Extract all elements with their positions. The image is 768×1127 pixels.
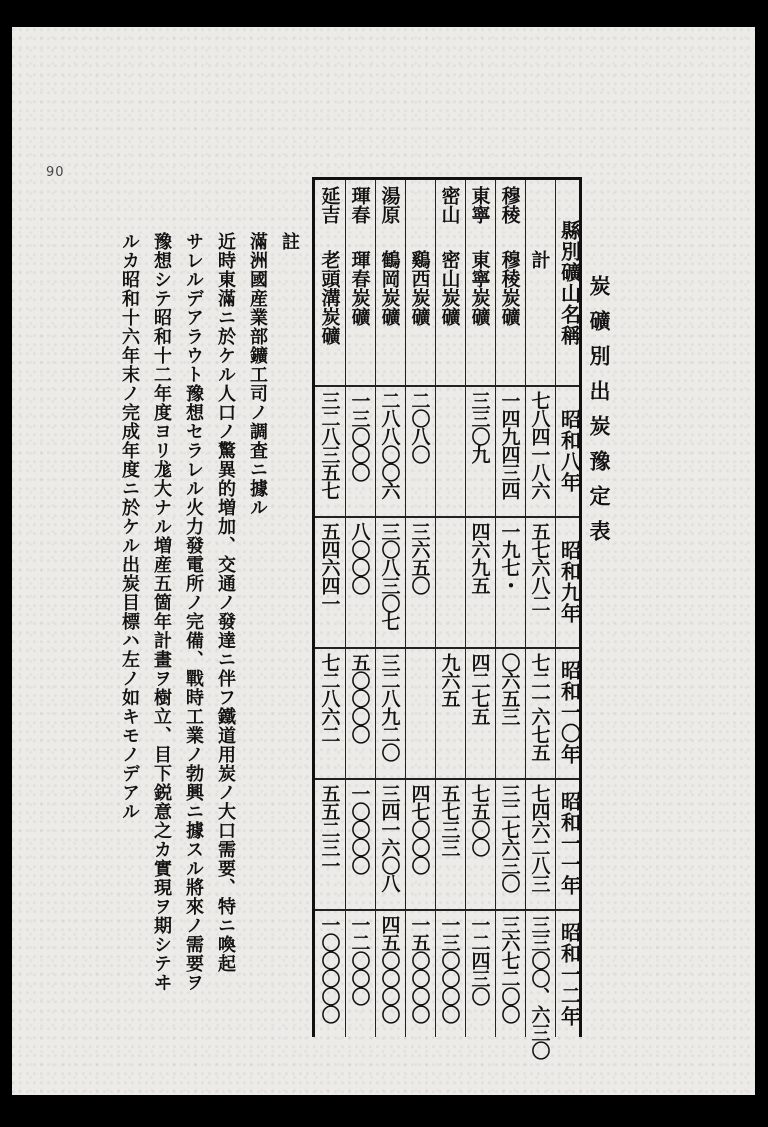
notes-line: ルカ昭和十六年末ノ完成年度ニ於ケル出炭目標ハ左ノ如キモノデアル [119, 232, 140, 821]
table-value: 七四六二八三 [528, 784, 551, 892]
table-rule [315, 516, 579, 518]
table-value: 七五〇〇 [468, 784, 491, 856]
table-value: 一〇〇〇〇〇 [318, 915, 341, 1023]
row-mine-name: 東寧炭礦 [468, 250, 491, 326]
table-value [437, 391, 463, 510]
table-value: 五五二三一 [318, 784, 341, 874]
row-mine-name: 老頭溝炭礦 [318, 250, 341, 345]
header-year: 昭和一〇年 [557, 660, 582, 765]
table-value: 四七〇〇〇 [408, 784, 431, 874]
header-year: 昭和八年 [557, 408, 582, 493]
page-number: 90 [46, 165, 65, 180]
table-value: 四六九五 [468, 522, 491, 594]
table-value: 四二七五 [468, 653, 491, 725]
row-region [407, 186, 433, 246]
table-rule [315, 909, 579, 911]
production-table [312, 177, 582, 1059]
row-region: 穆稜 [498, 186, 521, 224]
table-value: 五七三三 [438, 784, 461, 856]
table-rule [315, 778, 579, 780]
row-mine-name: 計 [528, 250, 551, 269]
table-value: 一五〇〇〇〇 [408, 915, 431, 1023]
row-region: 琿春 [348, 186, 371, 224]
table-value: 三四一六〇八 [378, 784, 401, 892]
table-value: 三〇八三〇七 [378, 522, 401, 630]
table-value: 五〇〇〇〇 [348, 653, 371, 743]
document-page [12, 27, 755, 1095]
row-region: 湯原 [378, 186, 401, 224]
table-value [407, 653, 433, 772]
table-value: 三六五〇 [408, 522, 431, 594]
table-rule [315, 647, 579, 649]
table-value: 一二〇〇〇 [348, 915, 371, 1005]
table-value: 一三〇〇〇 [348, 391, 371, 481]
table-value: 三二八九二〇 [378, 653, 401, 761]
notes-line: 近時東滿ニ於ケル人口ノ驚異的増加、交通ノ發達ニ伴フ鐵道用炭ノ大口需要、特ニ喚起 [215, 232, 236, 973]
table-value: 三二八三五七 [318, 391, 341, 499]
table-value: 一四九四三四 [498, 391, 521, 499]
table-value: 三三〇〇、六三〇 [528, 915, 551, 1059]
table-value: 三六七二〇〇 [498, 915, 521, 1023]
table-value [437, 522, 463, 641]
table-value: 一〇〇〇〇 [348, 784, 371, 874]
notes-line: サレルデアラウト豫想セラレル火力發電所ノ完備、戰時工業ノ勃興ニ據スル將來ノ需要ヲ [183, 232, 204, 992]
table-value: 三二七六三〇 [498, 784, 521, 892]
table-value: 七二一六七五 [528, 653, 551, 761]
table-value: 〇六五三 [498, 653, 521, 725]
table-value: 四五〇〇〇〇 [378, 915, 401, 1023]
header-year: 昭和一二年 [557, 922, 582, 1027]
notes-label: 註 [279, 232, 300, 251]
row-mine-name: 穆稜炭礦 [498, 250, 521, 326]
row-region: 東寧 [468, 186, 491, 224]
row-mine-name: 鷄西炭礦 [408, 250, 431, 326]
table-rule [315, 385, 579, 387]
header-year: 昭和一一年 [557, 791, 582, 896]
table-value: 一二四三〇 [468, 915, 491, 1005]
table-title: 炭礦別出炭豫定表 [587, 275, 612, 555]
row-region: 延吉 [318, 186, 341, 224]
table-value: 五四六四一 [318, 522, 341, 612]
table-value: 八〇〇〇 [348, 522, 371, 594]
header-mine-name: 縣別礦山名稱 [557, 219, 582, 346]
notes-line: 豫想シテ昭和十二年度ヨリ尨大ナル増産五箇年計畫ヲ樹立、目下鋭意之カ實現ヲ期シテヰ [151, 232, 172, 992]
notes-section [119, 232, 302, 1062]
table-value: 一三〇〇〇〇 [438, 915, 461, 1023]
table-value: 九六五 [438, 653, 461, 707]
row-region: 密山 [438, 186, 461, 224]
row-mine-name: 琿春炭礦 [348, 250, 371, 326]
header-year: 昭和九年 [557, 539, 582, 624]
table-value: 三三〇九 [468, 391, 491, 463]
table-value: 二〇八〇 [408, 391, 431, 463]
row-mine-name: 密山炭礦 [438, 250, 461, 326]
row-region [527, 186, 553, 246]
table-value: 一九七・ [498, 522, 521, 594]
table-value: 七八四一八六 [528, 391, 551, 499]
table-value: 七二八六二 [318, 653, 341, 743]
table-value: 五七六八二 [528, 522, 551, 612]
row-mine-name: 鶴岡炭礦 [378, 250, 401, 326]
notes-line: 滿洲國産業部鑛工司ノ調査ニ據ル [247, 232, 268, 517]
table-value: 二八八〇〇六 [378, 391, 401, 499]
